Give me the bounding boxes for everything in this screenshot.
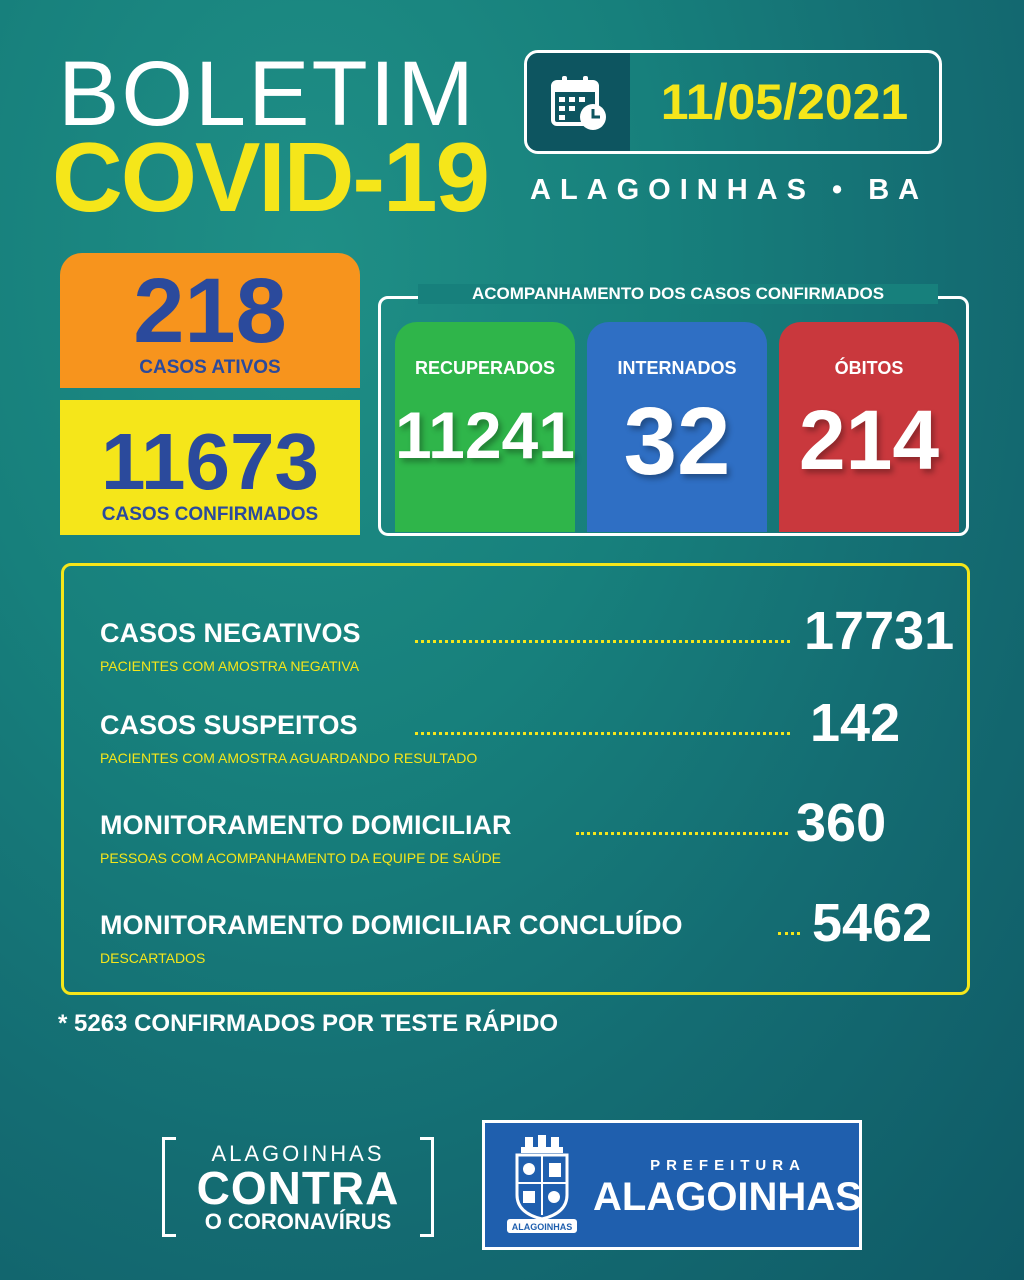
stat-name: CASOS SUSPEITOS: [100, 710, 358, 740]
city-hall-logo: [482, 1120, 862, 1250]
stat-name: MONITORAMENTO DOMICILIAR: [100, 810, 512, 840]
coat-of-arms-icon: [507, 1135, 577, 1235]
stat-value: 5462: [812, 893, 933, 953]
active-cases-box: [60, 253, 360, 388]
active-cases-label: CASOS ATIVOS: [139, 357, 281, 378]
confirmed-cases-value: 11673: [100, 417, 320, 506]
stat-name: MONITORAMENTO DOMICILIAR CONCLUÍDO: [100, 910, 683, 940]
hospitalized-label: INTERNADOS: [617, 358, 737, 378]
city-hall-line1: PREFEITURA: [650, 1157, 806, 1174]
leader-dots: [576, 832, 788, 835]
stat-value: 17731: [804, 601, 955, 661]
stat-description: PACIENTES COM AMOSTRA AGUARDANDO RESULTADO: [100, 750, 478, 766]
stat-value: 142: [810, 693, 901, 753]
leader-dots: [778, 932, 800, 935]
recovered-card: [395, 322, 575, 532]
deaths-card: [779, 322, 959, 532]
date-box: [524, 50, 942, 154]
campaign-line3: O CORONAVÍRUS: [204, 1209, 392, 1234]
city-hall-line2: ALAGOINHAS: [593, 1175, 862, 1219]
stat-description: DESCARTADOS: [100, 950, 206, 966]
confirmed-cases-box: [60, 400, 360, 535]
stat-value: 360: [796, 793, 887, 853]
hospitalized-card: [587, 322, 767, 532]
stat-description: PACIENTES COM AMOSTRA NEGATIVA: [100, 658, 360, 674]
tracking-title: ACOMPANHAMENTO DOS CASOS CONFIRMADOS: [418, 284, 938, 304]
bulletin-date: 11/05/2021: [660, 74, 909, 130]
campaign-line1: ALAGOINHAS: [211, 1141, 385, 1166]
hospitalized-value: 32: [623, 388, 731, 495]
leader-dots: [415, 640, 790, 643]
leader-dots: [415, 732, 790, 735]
title-boletim: BOLETIM: [58, 43, 476, 145]
confirmed-cases-label: CASOS CONFIRMADOS: [101, 504, 319, 525]
calendar-clock-icon: [527, 53, 630, 151]
title-covid: COVID-19: [52, 122, 489, 232]
deaths-label: ÓBITOS: [834, 358, 904, 378]
recovered-label: RECUPERADOS: [414, 358, 556, 378]
recovered-value: 11241: [395, 398, 575, 472]
campaign-line2: CONTRA: [196, 1162, 400, 1214]
location-label: ALAGOINHAS • BA: [530, 174, 929, 206]
rapid-test-footnote: * 5263 CONFIRMADOS POR TESTE RÁPIDO: [58, 1010, 559, 1037]
deaths-value: 214: [798, 393, 940, 487]
stat-name: CASOS NEGATIVOS: [100, 618, 361, 648]
campaign-logo: [162, 1137, 434, 1237]
crest-banner: ALAGOINHAS: [511, 1222, 573, 1232]
active-cases-value: 218: [133, 260, 287, 362]
stat-description: PESSOAS COM ACOMPANHAMENTO DA EQUIPE DE SAÚDE: [100, 850, 501, 866]
